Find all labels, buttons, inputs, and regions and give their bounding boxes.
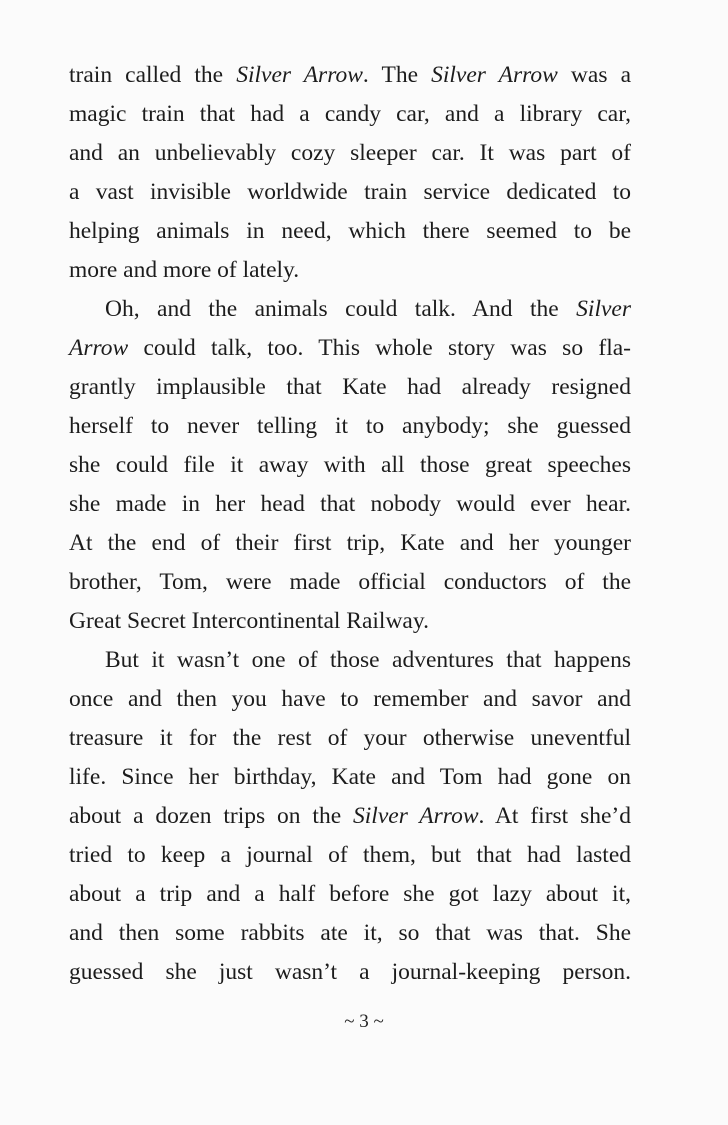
text-line: train called the Silver Arrow. The Silver Arrow was a — [69, 62, 632, 88]
text-line: brother, Tom, were made official conductors of the — [69, 569, 631, 595]
text-line: At the end of their first trip, Kate and her younger — [69, 530, 631, 556]
text-line: she could file it away with all those great speeches — [69, 452, 631, 478]
text-line: and then some rabbits ate it, so that was that. She — [69, 920, 631, 946]
text-line: once and then you have to remember and savor and — [69, 686, 631, 712]
text-line: treasure it for the rest of your otherwise uneventful — [69, 725, 631, 751]
text-line: grantly implausible that Kate had already resigned — [69, 374, 631, 400]
text-line: Oh, and the animals could talk. And the Silver — [105, 296, 631, 322]
text-line: about a trip and a half before she got lazy about it, — [69, 881, 631, 907]
text-line: guessed she just wasn’t a journal-keeping person. — [69, 959, 631, 985]
text-line: and an unbelievably cozy sleeper car. It was part of — [69, 140, 631, 166]
text-line: more and more of lately. — [69, 257, 300, 283]
page-number: ~ 3 ~ — [344, 1011, 384, 1032]
text-line: a vast invisible worldwide train service dedicated to — [69, 179, 631, 205]
text-line: magic train that had a candy car, and a library car, — [69, 101, 631, 127]
paragraph — [69, 641, 631, 992]
paragraph — [69, 56, 631, 290]
text-line: Great Secret Intercontinental Railway. — [69, 608, 429, 634]
text-line: she made in her head that nobody would ever hear. — [69, 491, 631, 517]
text-line: about a dozen trips on the Silver Arrow. At first she’d — [69, 803, 631, 829]
text-line: tried to keep a journal of them, but that had lasted — [69, 842, 631, 868]
text-line: But it wasn’t one of those adventures that happens — [105, 647, 631, 673]
body-text — [69, 56, 631, 992]
text-line: Arrow could talk, too. This whole story was so fla- — [69, 335, 631, 361]
text-line: herself to never telling it to anybody; she guessed — [69, 413, 631, 439]
text-line: helping animals in need, which there seemed to be — [69, 218, 631, 244]
paragraph — [69, 290, 631, 641]
text-line: life. Since her birthday, Kate and Tom had gone on — [69, 764, 631, 790]
